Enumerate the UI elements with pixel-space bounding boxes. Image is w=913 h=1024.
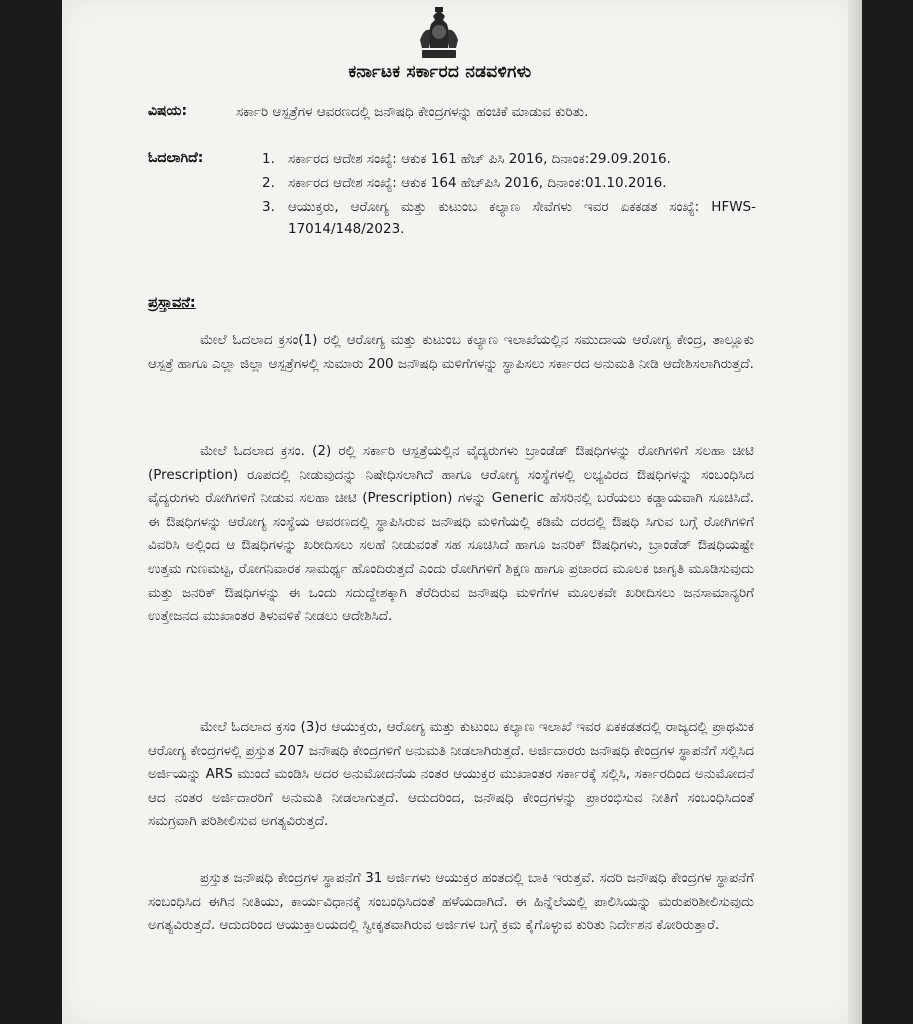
document-title: ಕರ್ನಾಟಕ ಸರ್ಕಾರದ ನಡವಳಿಗಳು [348,62,532,82]
preface-paragraph-1: ಮೇಲೆ ಓದಲಾದ ಕ್ರಸಂ(1) ರಲ್ಲಿ ಆರೋಗ್ಯ ಮತ್ತು ಕುಟುಂಬ ಕಲ್ಯಾಣ ಇಲಾಖೆಯಲ್ಲಿನ ಸಮುದಾಯ ಆರೋಗ್ಯ ಕೇಂದ್ರ, ತಾಲ್ಲೂಕು ಆಸ್ಪತ್ರೆ ಹಾಗೂ ಎಲ್ಲಾ ಜಿಲ್ಲಾ ಆಸ್ಪತ್ರೆಗಳಲ್ಲಿ ಸುಮಾರು 200 ಜನೌಷಧಿ ಮಳಿಗೆಗಳನ್ನು ಸ್ಥಾಪಿಸಲು ಸರ್ಕಾರದ ಅನುಮತಿ ನೀಡಿ ಆದೇಶಿಸಲಾಗಿರುತ್ತದೆ. [148,332,754,372]
reference-number: 3. [262,199,275,215]
preface-paragraph-2: ಮೇಲೆ ಓದಲಾದ ಕ್ರಸಂ. (2) ರಲ್ಲಿ ಸರ್ಕಾರಿ ಆಸ್ಪತ್ರೆಯಲ್ಲಿನ ವೈದ್ಯರುಗಳು ಬ್ರಾಂಡೆಡ್ ಔಷಧಿಗಳನ್ನು ರೋಗಿಗಳಿಗೆ ಸಲಹಾ ಚೀಟಿ (Prescription) ರೂಪದಲ್ಲಿ ನೀಡುವುದನ್ನು ನಿಷೇಧಿಸಲಾಗಿದೆ ಹಾಗೂ ಆರೋಗ್ಯ ಸಂಸ್ಥೆಗಳಲ್ಲಿ ಲಭ್ಯವಿರದ ಔಷಧಿಗಳನ್ನು ಸಂಬಂಧಿಸಿದ ವೈದ್ಯರುಗಳು ರೋಗಿಗಳಿಗೆ ನೀಡುವ ಸಲಹಾ ಚೀಟಿ (Prescription) ಗಳನ್ನು Generic ಹೆಸರಿನಲ್ಲಿ ಬರೆಯಲು ಕಡ್ಡಾಯವಾಗಿ ಸೂಚಿಸಿದೆ. ಈ ಔಷಧಿಗಳನ್ನು ಆರೋಗ್ಯ ಸಂಸ್ಥೆಯ ಆವರಣದಲ್ಲಿ ಸ್ಥಾಪಿಸಿರುವ ಜನೌಷಧಿ ಮಳಿಗೆಯಲ್ಲಿ ಕಡಿಮೆ ದರದಲ್ಲಿ ಔಷಧಿ ಸಿಗುವ ಬಗ್ಗೆ ರೋಗಿಗಳಿಗೆ ವಿವರಿಸಿ ಅಲ್ಲಿಂದ ಆ ಔಷಧಿಗಳನ್ನು ಖರೀದಿಸಲು ಸಲಹೆ ನೀಡುವಂತೆ ಸಹ ಸೂಚಿಸಿದೆ ಹಾಗೂ ಜನರಿಕ್ ಔಷಧಿಗಳು, ಬ್ರಾಂಡೆಡ್ ಔಷಧಿಯಷ್ಟೇ ಉತ್ತಮ ಗುಣಮಟ್ಟ, ರೋಗನಿವಾರಕ ಸಾಮರ್ಥ್ಯ ಹೊಂದಿರುತ್ತದೆ ಎಂದು ರೋಗಿಗಳಿಗೆ ಶಿಕ್ಷಣ ಹಾಗೂ ಪ್ರಚಾರದ ಮೂಲಕ ಜಾಗೃತಿ ಮೂಡಿಸುವುದು ಮತ್ತು ಜನರಿಕ್ ಔಷಧಿಗಳನ್ನು ಈ ಒಂದು ಸದುದ್ದೇಶಕ್ಕಾಗಿ ತೆರೆದಿರುವ ಜನೌಷಧಿ ಮಳಿಗೆಗಳ ಮೂಲಕವೇ ಖರೀದಿಸಲು ಜನಸಾಮಾನ್ಯರಿಗೆ ಉತ್ತೇಜನದ ಮುಖಾಂತರ ತಿಳುವಳಿಕೆ ನೀಡಲು ಆದೇಶಿಸಿದೆ. [148,443,754,625]
subject-text: ಸರ್ಕಾರಿ ಆಸ್ಪತ್ರೆಗಳ ಆವರಣದಲ್ಲಿ ಜನೌಷಧಿ ಕೇಂದ್ರಗಳನ್ನು ಹಂಚಿಕೆ ಮಾಡುವ ಕುರಿತು. [236,104,589,120]
subject-label: ವಿಷಯ: [148,103,188,119]
reference-number: 1. [262,151,275,167]
reference-item [262,196,756,240]
reference-item [262,172,756,194]
reference-text: ಸರ್ಕಾರದ ಆದೇಶ ಸಂಖ್ಯೆ: ಆಕುಕ 161 ಹೆಚ್ ಪಿಸಿ 2016, ದಿನಾಂಕ:29.09.2016. [288,151,671,167]
references-list [262,148,756,242]
page-edge [848,0,862,1024]
reference-item [262,148,756,170]
references-label: ಓದಲಾಗಿದೆ: [148,150,204,166]
reference-text: ಆಯುಕ್ತರು, ಆರೋಗ್ಯ ಮತ್ತು ಕುಟುಂಬ ಕಲ್ಯಾಣ ಸೇವೆಗಳು ಇವರ ಏಕಕಡತ ಸಂಖ್ಯೆ: HFWS-17014/148/2023. [288,199,756,237]
reference-text: ಸರ್ಕಾರದ ಆದೇಶ ಸಂಖ್ಯೆ: ಆಕುಕ 164 ಹೆಚ್‌ಪಿಸಿ 2016, ದಿನಾಂಕ:01.10.2016. [288,175,667,191]
preface-paragraph-4: ಪ್ರಸ್ತುತ ಜನೌಷಧಿ ಕೇಂದ್ರಗಳ ಸ್ಥಾಪನೆಗೆ 31 ಅರ್ಜಿಗಳು ಆಯುಕ್ತರ ಹಂತದಲ್ಲಿ ಬಾಕಿ ಇರುತ್ತವೆ. ಸದರಿ ಜನೌಷಧಿ ಕೇಂದ್ರಗಳ ಸ್ಥಾಪನೆಗೆ ಸಂಬಂಧಿಸಿದ ಈಗಿನ ನೀತಿಯು, ಕಾರ್ಯವಿಧಾನಕ್ಕೆ ಸಂಬಂಧಿಸಿದಂತೆ ಹಳೆಯದಾಗಿದೆ. ಈ ಹಿನ್ನೆಲೆಯಲ್ಲಿ ಪಾಲಿಸಿಯನ್ನು ಮರುಪರಿಶೀಲಿಸುವುದು ಅಗತ್ಯವಿರುತ್ತದೆ. ಆದುದರಿಂದ ಆಯುಕ್ತಾಲಯದಲ್ಲಿ ಸ್ವೀಕೃತವಾಗಿರುವ ಅರ್ಜಿಗಳ ಬಗ್ಗೆ ಕ್ರಮ ಕೈಗೊಳ್ಳುವ ಕುರಿತು ನಿರ್ದೇಶನ ಕೋರಿರುತ್ತಾರೆ. [148,870,754,934]
state-emblem-icon [414,6,464,60]
reference-number: 2. [262,175,275,191]
preface-paragraph-3: ಮೇಲೆ ಓದಲಾದ ಕ್ರಸಂ (3)ರ ಆಯುಕ್ತರು, ಆರೋಗ್ಯ ಮತ್ತು ಕುಟುಂಬ ಕಲ್ಯಾಣ ಇಲಾಖೆ ಇವರ ಏಕಕಡತದಲ್ಲಿ ರಾಜ್ಯದಲ್ಲಿ ಪ್ರಾಥಮಿಕ ಆರೋಗ್ಯ ಕೇಂದ್ರಗಳಲ್ಲಿ ಪ್ರಸ್ತುತ 207 ಜನೌಷಧಿ ಕೇಂದ್ರಗಳಿಗೆ ಅನುಮತಿ ನೀಡಲಾಗಿರುತ್ತದೆ. ಅರ್ಜಿದಾರರು ಜನೌಷಧಿ ಕೇಂದ್ರಗಳ ಸ್ಥಾಪನೆಗೆ ಸಲ್ಲಿಸಿದ ಅರ್ಜಿಯನ್ನು ARS ಮುಂದೆ ಮಂಡಿಸಿ ಅದರ ಅನುಮೋದನೆಯ ನಂತರ ಆಯುಕ್ತರ ಮುಖಾಂತರ ಸರ್ಕಾರಕ್ಕೆ ಸಲ್ಲಿಸಿ, ಸರ್ಕಾರದಿಂದ ಅನುಮೋದನೆ ಆದ ನಂತರ ಅರ್ಜಿದಾರರಿಗೆ ಅನುಮತಿ ನೀಡಲಾಗುತ್ತದೆ. ಆದುದರಿಂದ, ಜನೌಷಧಿ ಕೇಂದ್ರಗಳನ್ನು ಪ್ರಾರಂಭಿಸುವ ನೀತಿಗೆ ಸಂಬಂಧಿಸಿದಂತೆ ಸಮಗ್ರವಾಗಿ ಪರಿಶೀಲಿಸುವ ಅಗತ್ಯವಿರುತ್ತದೆ. [148,719,754,830]
preface-heading: ಪ್ರಸ್ತಾವನೆ: [148,295,196,311]
